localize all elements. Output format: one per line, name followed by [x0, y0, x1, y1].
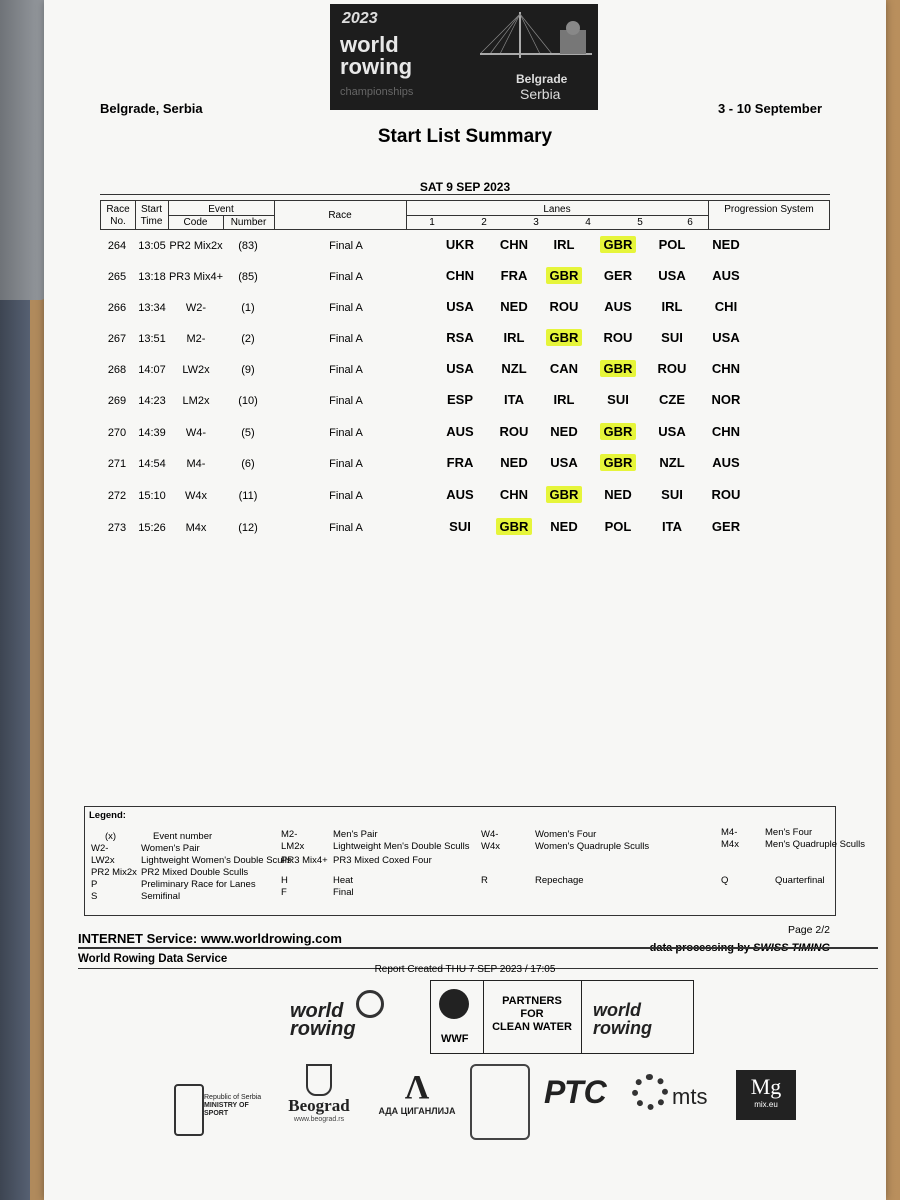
legend-code: M2-: [281, 829, 298, 840]
world-rowing-logo-2: world rowing: [593, 1000, 652, 1038]
lane-2-country: ROU: [499, 424, 529, 439]
legend-code: P: [91, 879, 98, 890]
legend-description: Men's Pair: [333, 829, 378, 840]
lane-1-country: AUS: [446, 487, 474, 502]
lane-6-country: CHI: [714, 299, 738, 314]
race-name: Final A: [329, 302, 363, 314]
event-number: (6): [241, 458, 255, 470]
legend-code: W4-: [481, 829, 499, 840]
report-created: Report Created THU 7 SEP 2023 / 17:05: [374, 964, 556, 975]
lane-3-country: USA: [550, 455, 578, 470]
ada-ciganlija-logo: Λ АДА ЦИГАНЛИЈА: [376, 1070, 458, 1130]
race-no: 266: [107, 302, 127, 314]
col-race: Race: [328, 210, 352, 221]
legend-description: Quarterfinal: [775, 875, 825, 886]
table-row: [100, 487, 830, 521]
race-name: Final A: [329, 395, 363, 407]
lane-4-country: GBR: [590, 237, 646, 252]
partners-text: PARTNERS FOR CLEAN WATER: [492, 995, 572, 1033]
lane-2-country: ITA: [504, 392, 524, 407]
col-lanes: Lanes: [543, 204, 571, 215]
start-time: 14:23: [138, 395, 166, 407]
race-no: 267: [107, 333, 127, 345]
col-start-time: Start Time: [140, 204, 163, 227]
lane-3-country: IRL: [553, 392, 575, 407]
lane-5-country: ITA: [662, 519, 682, 534]
race-name: Final A: [329, 522, 363, 534]
legend-code: H: [281, 875, 288, 886]
race-no: 268: [107, 364, 127, 376]
legend-code: LM2x: [281, 841, 305, 852]
panda-icon: [439, 989, 469, 1019]
lane-4-country: NED: [604, 487, 632, 502]
lane-1-country: ESP: [446, 392, 473, 407]
event-number: (12): [238, 522, 258, 534]
legend-code: LW2x: [91, 855, 115, 866]
lane-1-country: RSA: [446, 330, 474, 345]
lane-5-country: SUI: [661, 487, 683, 502]
lane-2-country: IRL: [503, 330, 525, 345]
col-event: Event: [208, 204, 234, 215]
lane-1-country: CHN: [445, 268, 475, 283]
rower-icon: [174, 1084, 204, 1136]
banner-subtitle: championships: [340, 86, 414, 98]
lane-number-5: 5: [637, 217, 643, 228]
lane-3-country: ROU: [549, 299, 579, 314]
col-progression: Progression System: [724, 204, 814, 215]
event-code: PR3 Mix4+: [168, 271, 224, 283]
lane-3-country: CAN: [549, 361, 579, 376]
event-number: (1): [241, 302, 255, 314]
lane-4-country: AUS: [604, 299, 632, 314]
lane-6-country: CHN: [711, 424, 741, 439]
lane-6-country: CHN: [711, 361, 741, 376]
legend-code: PR2 Mix2x: [91, 867, 137, 878]
event-code: LM2x: [182, 395, 210, 407]
legend-description: Semifinal: [141, 891, 181, 902]
banner-country: Serbia: [520, 86, 561, 102]
race-no: 264: [107, 240, 127, 252]
lane-6-country: NED: [712, 237, 740, 252]
race-name: Final A: [329, 333, 363, 345]
table-header: [100, 200, 830, 230]
event-code: M2-: [186, 333, 206, 345]
lane-2-country: NED: [500, 299, 528, 314]
lane-6-country: NOR: [711, 392, 741, 407]
event-code: W2-: [185, 302, 207, 314]
race-name: Final A: [329, 271, 363, 283]
table-row: [100, 392, 830, 426]
legend-description: PR2 Mixed Double Sculls: [141, 867, 249, 878]
lane-3-country: NED: [550, 519, 578, 534]
event-code: M4x: [185, 522, 207, 534]
lane-number-1: 1: [429, 217, 435, 228]
lane-5-country: CZE: [659, 392, 685, 407]
legend-code: W4x: [481, 841, 500, 852]
data-service: World Rowing Data Service: [78, 953, 228, 965]
lane-2-country: CHN: [499, 237, 529, 252]
legend-description: Repechage: [535, 875, 584, 886]
banner-city: Belgrade: [516, 72, 568, 86]
legend-code: R: [481, 875, 488, 886]
lane-2-country: NED: [500, 455, 528, 470]
rtc-logo: РТС: [544, 1074, 607, 1110]
lane-5-country: USA: [658, 424, 686, 439]
race-name: Final A: [329, 490, 363, 502]
race-name: Final A: [329, 458, 363, 470]
page-title: Start List Summary: [377, 126, 553, 147]
event-code: M4-: [186, 458, 206, 470]
start-time: 13:51: [138, 333, 166, 345]
legend-description: Men's Four: [765, 827, 813, 838]
lane-number-2: 2: [481, 217, 487, 228]
table-row: [100, 424, 830, 458]
event-number: (11): [238, 490, 258, 502]
ada-icon: Λ: [404, 1069, 430, 1106]
legend-code: Q: [721, 875, 729, 886]
footer-rule: [78, 947, 878, 949]
lane-5-country: ROU: [657, 361, 687, 376]
start-time: 13:34: [138, 302, 166, 314]
race-name: Final A: [329, 240, 363, 252]
table-row: [100, 268, 830, 302]
event-number: (2): [241, 333, 255, 345]
laptop-edge: [0, 0, 48, 300]
lane-3-country: GBR: [536, 268, 592, 283]
table-row: [100, 237, 830, 271]
legend-description: Lightweight Women's Double Sculls: [141, 855, 292, 866]
legend-code: S: [91, 891, 98, 902]
lane-3-country: IRL: [553, 237, 575, 252]
legend-code: PR3 Mix4+: [281, 855, 328, 866]
start-time: 14:07: [138, 364, 166, 376]
divider: [100, 194, 830, 195]
lane-3-country: GBR: [536, 487, 592, 502]
start-time: 14:39: [138, 427, 166, 439]
race-day: SAT 9 SEP 2023: [419, 180, 511, 194]
start-time: 15:10: [138, 490, 166, 502]
banner-year: 2023: [342, 10, 378, 27]
lane-5-country: IRL: [661, 299, 683, 314]
page-number: Page 2/2: [787, 924, 830, 936]
lane-2-country: CHN: [499, 487, 529, 502]
legend-description: Heat: [333, 875, 354, 886]
event-code: W4x: [185, 490, 207, 502]
mts-logo: mts: [672, 1084, 708, 1109]
start-time: 13:18: [138, 271, 166, 283]
start-time: 14:54: [138, 458, 166, 470]
table-row: [100, 299, 830, 333]
legend-description: Men's Quadruple Sculls: [765, 839, 866, 850]
legend-description: Women's Quadruple Sculls: [535, 841, 650, 852]
legend-title: Legend:: [89, 810, 126, 821]
lane-2-country: FRA: [500, 268, 528, 283]
ministry-of-sport-logo: Republic of Serbia MINISTRY OF SPORT: [174, 1080, 274, 1136]
event-number: (85): [238, 271, 258, 283]
lane-6-country: AUS: [712, 455, 740, 470]
legend-code: M4-: [721, 827, 738, 838]
lane-number-4: 4: [585, 217, 591, 228]
lane-1-country: UKR: [445, 237, 475, 252]
event-number: (10): [238, 395, 258, 407]
legend-code: W2-: [91, 843, 109, 854]
partners-box: [430, 980, 694, 1054]
legend-description: PR3 Mixed Coxed Four: [333, 855, 432, 866]
lane-1-country: SUI: [449, 519, 471, 534]
race-no: 272: [107, 490, 127, 502]
beograd-logo: Beograd www.beograd.rs: [284, 1064, 354, 1140]
lane-5-country: POL: [658, 237, 686, 252]
lane-2-country: NZL: [501, 361, 527, 376]
start-list-sheet: [44, 0, 886, 1200]
lane-6-country: GER: [711, 519, 741, 534]
wwf-label: WWF: [441, 1033, 469, 1045]
lane-1-country: USA: [446, 361, 474, 376]
world-rowing-logo: world rowing: [290, 1000, 356, 1040]
lane-4-country: ROU: [603, 330, 633, 345]
banner-brand: world rowing: [340, 32, 413, 79]
lane-4-country: GBR: [590, 455, 646, 470]
lane-5-country: USA: [658, 268, 686, 283]
legend-code: M4x: [721, 839, 739, 850]
internet-service: INTERNET Service: www.worldrowing.com: [78, 931, 342, 946]
lane-6-country: USA: [712, 330, 740, 345]
lane-1-country: FRA: [446, 455, 474, 470]
lane-5-country: NZL: [659, 455, 685, 470]
event-number: (83): [238, 240, 258, 252]
race-no: 265: [107, 271, 127, 283]
lane-5-country: SUI: [661, 330, 683, 345]
race-no: 273: [107, 522, 127, 534]
location: Belgrade, Serbia: [100, 101, 203, 116]
race-no: 269: [107, 395, 127, 407]
legend-description: Event number: [153, 831, 213, 842]
race-no: 270: [107, 427, 127, 439]
legend-code: (x): [105, 831, 117, 842]
col-race-no: Race No.: [106, 204, 130, 227]
lane-4-country: GER: [603, 268, 633, 283]
lane-3-country: NED: [550, 424, 578, 439]
mg-mix-logo: Mg mix.eu: [736, 1070, 796, 1120]
lane-number-3: 3: [533, 217, 539, 228]
lane-6-country: AUS: [712, 268, 740, 283]
event-number: (9): [241, 364, 255, 376]
table-row: [100, 330, 830, 364]
lane-2-country: GBR: [486, 519, 542, 534]
lane-6-country: ROU: [711, 487, 741, 502]
event-code: PR2 Mix2x: [169, 240, 223, 252]
legend-code: F: [281, 887, 287, 898]
race-name: Final A: [329, 364, 363, 376]
mts-ring-icon: [632, 1074, 668, 1110]
lane-1-country: USA: [446, 299, 474, 314]
legend-description: Final: [333, 887, 354, 898]
lane-4-country: POL: [604, 519, 632, 534]
lane-4-country: GBR: [590, 361, 646, 376]
start-time: 13:05: [138, 240, 166, 252]
bridge-icon: [480, 10, 592, 70]
race-no: 271: [107, 458, 127, 470]
crest-icon: [306, 1064, 332, 1096]
table-row: [100, 361, 830, 395]
lane-3-country: GBR: [536, 330, 592, 345]
race-name: Final A: [329, 427, 363, 439]
event-number: (5): [241, 427, 255, 439]
legend-description: Women's Pair: [141, 843, 200, 854]
col-code: Code: [183, 217, 208, 228]
table-row: [100, 455, 830, 489]
event-code: LW2x: [182, 364, 210, 376]
lane-4-country: GBR: [590, 424, 646, 439]
col-number: Number: [230, 217, 267, 228]
legend-description: Women's Four: [535, 829, 597, 840]
championship-banner: [330, 4, 598, 110]
event-dates: 3 - 10 September: [717, 101, 822, 116]
event-code: W4-: [185, 427, 207, 439]
start-time: 15:26: [138, 522, 166, 534]
table-row: [100, 519, 830, 553]
lane-number-6: 6: [687, 217, 693, 228]
legend-description: Lightweight Men's Double Sculls: [333, 841, 470, 852]
legend: [84, 806, 866, 916]
lane-1-country: AUS: [446, 424, 474, 439]
rowing-federation-crest-icon: [470, 1064, 530, 1140]
world-rowing-ring-icon: [356, 990, 384, 1018]
legend-description: Preliminary Race for Lanes: [141, 879, 256, 890]
lane-4-country: SUI: [607, 392, 629, 407]
